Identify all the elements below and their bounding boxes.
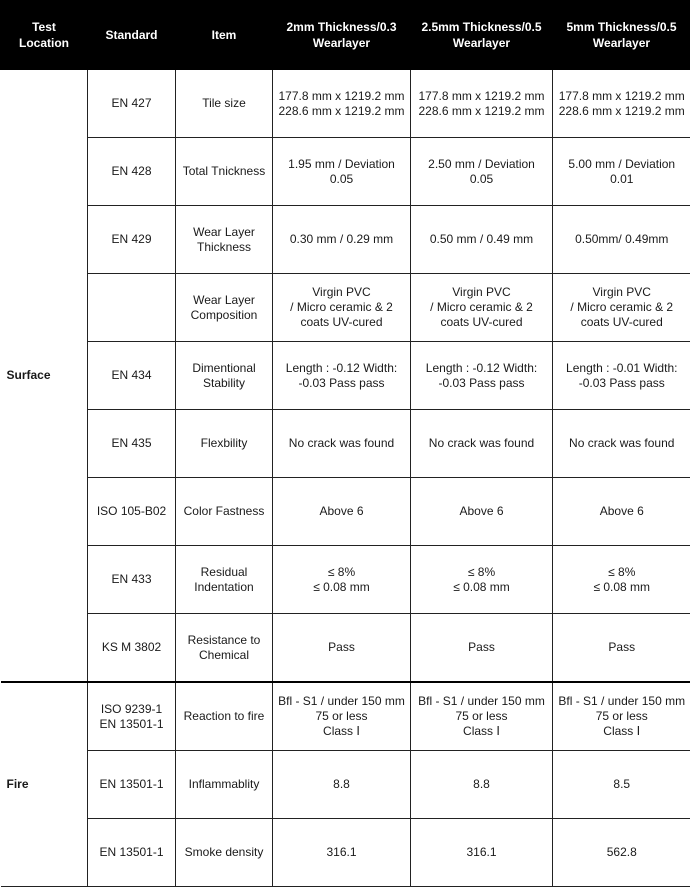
value-cell-2-5mm: 2.50 mm / Deviation 0.05 [411, 138, 553, 206]
value-cell-2-5mm: No crack was found [411, 410, 553, 478]
value-cell-2mm: 1.95 mm / Deviation 0.05 [273, 138, 411, 206]
item-cell: Wear Layer Composition [176, 274, 273, 342]
value-cell-2-5mm: 8.8 [411, 751, 553, 819]
table-row [1, 546, 690, 614]
item-cell: Inflammablity [176, 751, 273, 819]
header-5mm: 5mm Thickness/0.5 Wearlayer [553, 1, 690, 70]
value-cell-2-5mm: Bfl - S1 / under 150 mm 75 or less Class Ⅰ [411, 682, 553, 751]
table-row [1, 751, 690, 819]
value-cell-2mm: Above 6 [273, 478, 411, 546]
item-cell: Residual Indentation [176, 546, 273, 614]
value-cell-5mm: Virgin PVC / Micro ceramic & 2 coats UV-cured [553, 274, 690, 342]
item-cell: Color Fastness [176, 478, 273, 546]
value-cell-2-5mm: ≤ 8% ≤ 0.08 mm [411, 546, 553, 614]
header-test-location: Test Location [1, 1, 88, 70]
value-cell-2-5mm: Length : -0.12 Width: -0.03 Pass pass [411, 342, 553, 410]
table-row [1, 342, 690, 410]
table-row [1, 614, 690, 683]
item-cell: Tile size [176, 70, 273, 138]
standard-cell: EN 13501-1 [88, 751, 176, 819]
item-cell: Resistance to Chemical [176, 614, 273, 683]
standard-cell: KS M 3802 [88, 614, 176, 683]
value-cell-2mm: ≤ 8% ≤ 0.08 mm [273, 546, 411, 614]
standard-cell: ISO 9239-1 EN 13501-1 [88, 682, 176, 751]
table-row [1, 274, 690, 342]
value-cell-2-5mm: 177.8 mm x 1219.2 mm 228.6 mm x 1219.2 mm [411, 70, 553, 138]
value-cell-5mm: 5.00 mm / Deviation 0.01 [553, 138, 690, 206]
standard-cell: EN 435 [88, 410, 176, 478]
table-row [1, 410, 690, 478]
value-cell-2mm: Pass [273, 614, 411, 683]
value-cell-5mm: 0.50mm/ 0.49mm [553, 206, 690, 274]
value-cell-5mm: No crack was found [553, 410, 690, 478]
table-row [1, 682, 690, 751]
table-row [1, 478, 690, 546]
standard-cell: EN 428 [88, 138, 176, 206]
value-cell-5mm: ≤ 8% ≤ 0.08 mm [553, 546, 690, 614]
value-cell-2-5mm: Pass [411, 614, 553, 683]
standard-cell: EN 433 [88, 546, 176, 614]
standard-cell: EN 427 [88, 70, 176, 138]
value-cell-2mm: 8.8 [273, 751, 411, 819]
value-cell-2mm: 177.8 mm x 1219.2 mm 228.6 mm x 1219.2 mm [273, 70, 411, 138]
item-cell: Total Tnickness [176, 138, 273, 206]
value-cell-2-5mm: 316.1 [411, 819, 553, 887]
table-row [1, 70, 690, 138]
header-item: Item [176, 1, 273, 70]
value-cell-2mm: No crack was found [273, 410, 411, 478]
value-cell-5mm: 8.5 [553, 751, 690, 819]
table-row [1, 138, 690, 206]
header-2mm: 2mm Thickness/0.3 Wearlayer [273, 1, 411, 70]
table-row [1, 206, 690, 274]
value-cell-5mm: Pass [553, 614, 690, 683]
header-standard: Standard [88, 1, 176, 70]
value-cell-2-5mm: Above 6 [411, 478, 553, 546]
item-cell: Flexbility [176, 410, 273, 478]
value-cell-2-5mm: Virgin PVC / Micro ceramic & 2 coats UV-cured [411, 274, 553, 342]
group-label-fire: Fire [1, 682, 88, 887]
value-cell-5mm: Above 6 [553, 478, 690, 546]
value-cell-5mm: 177.8 mm x 1219.2 mm 228.6 mm x 1219.2 mm [553, 70, 690, 138]
table-row [1, 819, 690, 887]
item-cell: Wear Layer Thickness [176, 206, 273, 274]
standard-cell [88, 274, 176, 342]
value-cell-5mm: Bfl - S1 / under 150 mm 75 or less Class Ⅰ [553, 682, 690, 751]
item-cell: Smoke density [176, 819, 273, 887]
value-cell-2-5mm: 0.50 mm / 0.49 mm [411, 206, 553, 274]
item-cell: Dimentional Stability [176, 342, 273, 410]
standard-cell: EN 434 [88, 342, 176, 410]
value-cell-5mm: 562.8 [553, 819, 690, 887]
value-cell-2mm: Bfl - S1 / under 150 mm 75 or less Class Ⅰ [273, 682, 411, 751]
header-row [1, 1, 690, 70]
value-cell-2mm: Length : -0.12 Width: -0.03 Pass pass [273, 342, 411, 410]
value-cell-5mm: Length : -0.01 Width: -0.03 Pass pass [553, 342, 690, 410]
standard-cell: EN 13501-1 [88, 819, 176, 887]
value-cell-2mm: Virgin PVC / Micro ceramic & 2 coats UV-cured [273, 274, 411, 342]
item-cell: Reaction to fire [176, 682, 273, 751]
value-cell-2mm: 0.30 mm / 0.29 mm [273, 206, 411, 274]
standard-cell: EN 429 [88, 206, 176, 274]
value-cell-2mm: 316.1 [273, 819, 411, 887]
header-2-5mm: 2.5mm Thickness/0.5 Wearlayer [411, 1, 553, 70]
standard-cell: ISO 105-B02 [88, 478, 176, 546]
group-label-surface: Surface [1, 70, 88, 683]
